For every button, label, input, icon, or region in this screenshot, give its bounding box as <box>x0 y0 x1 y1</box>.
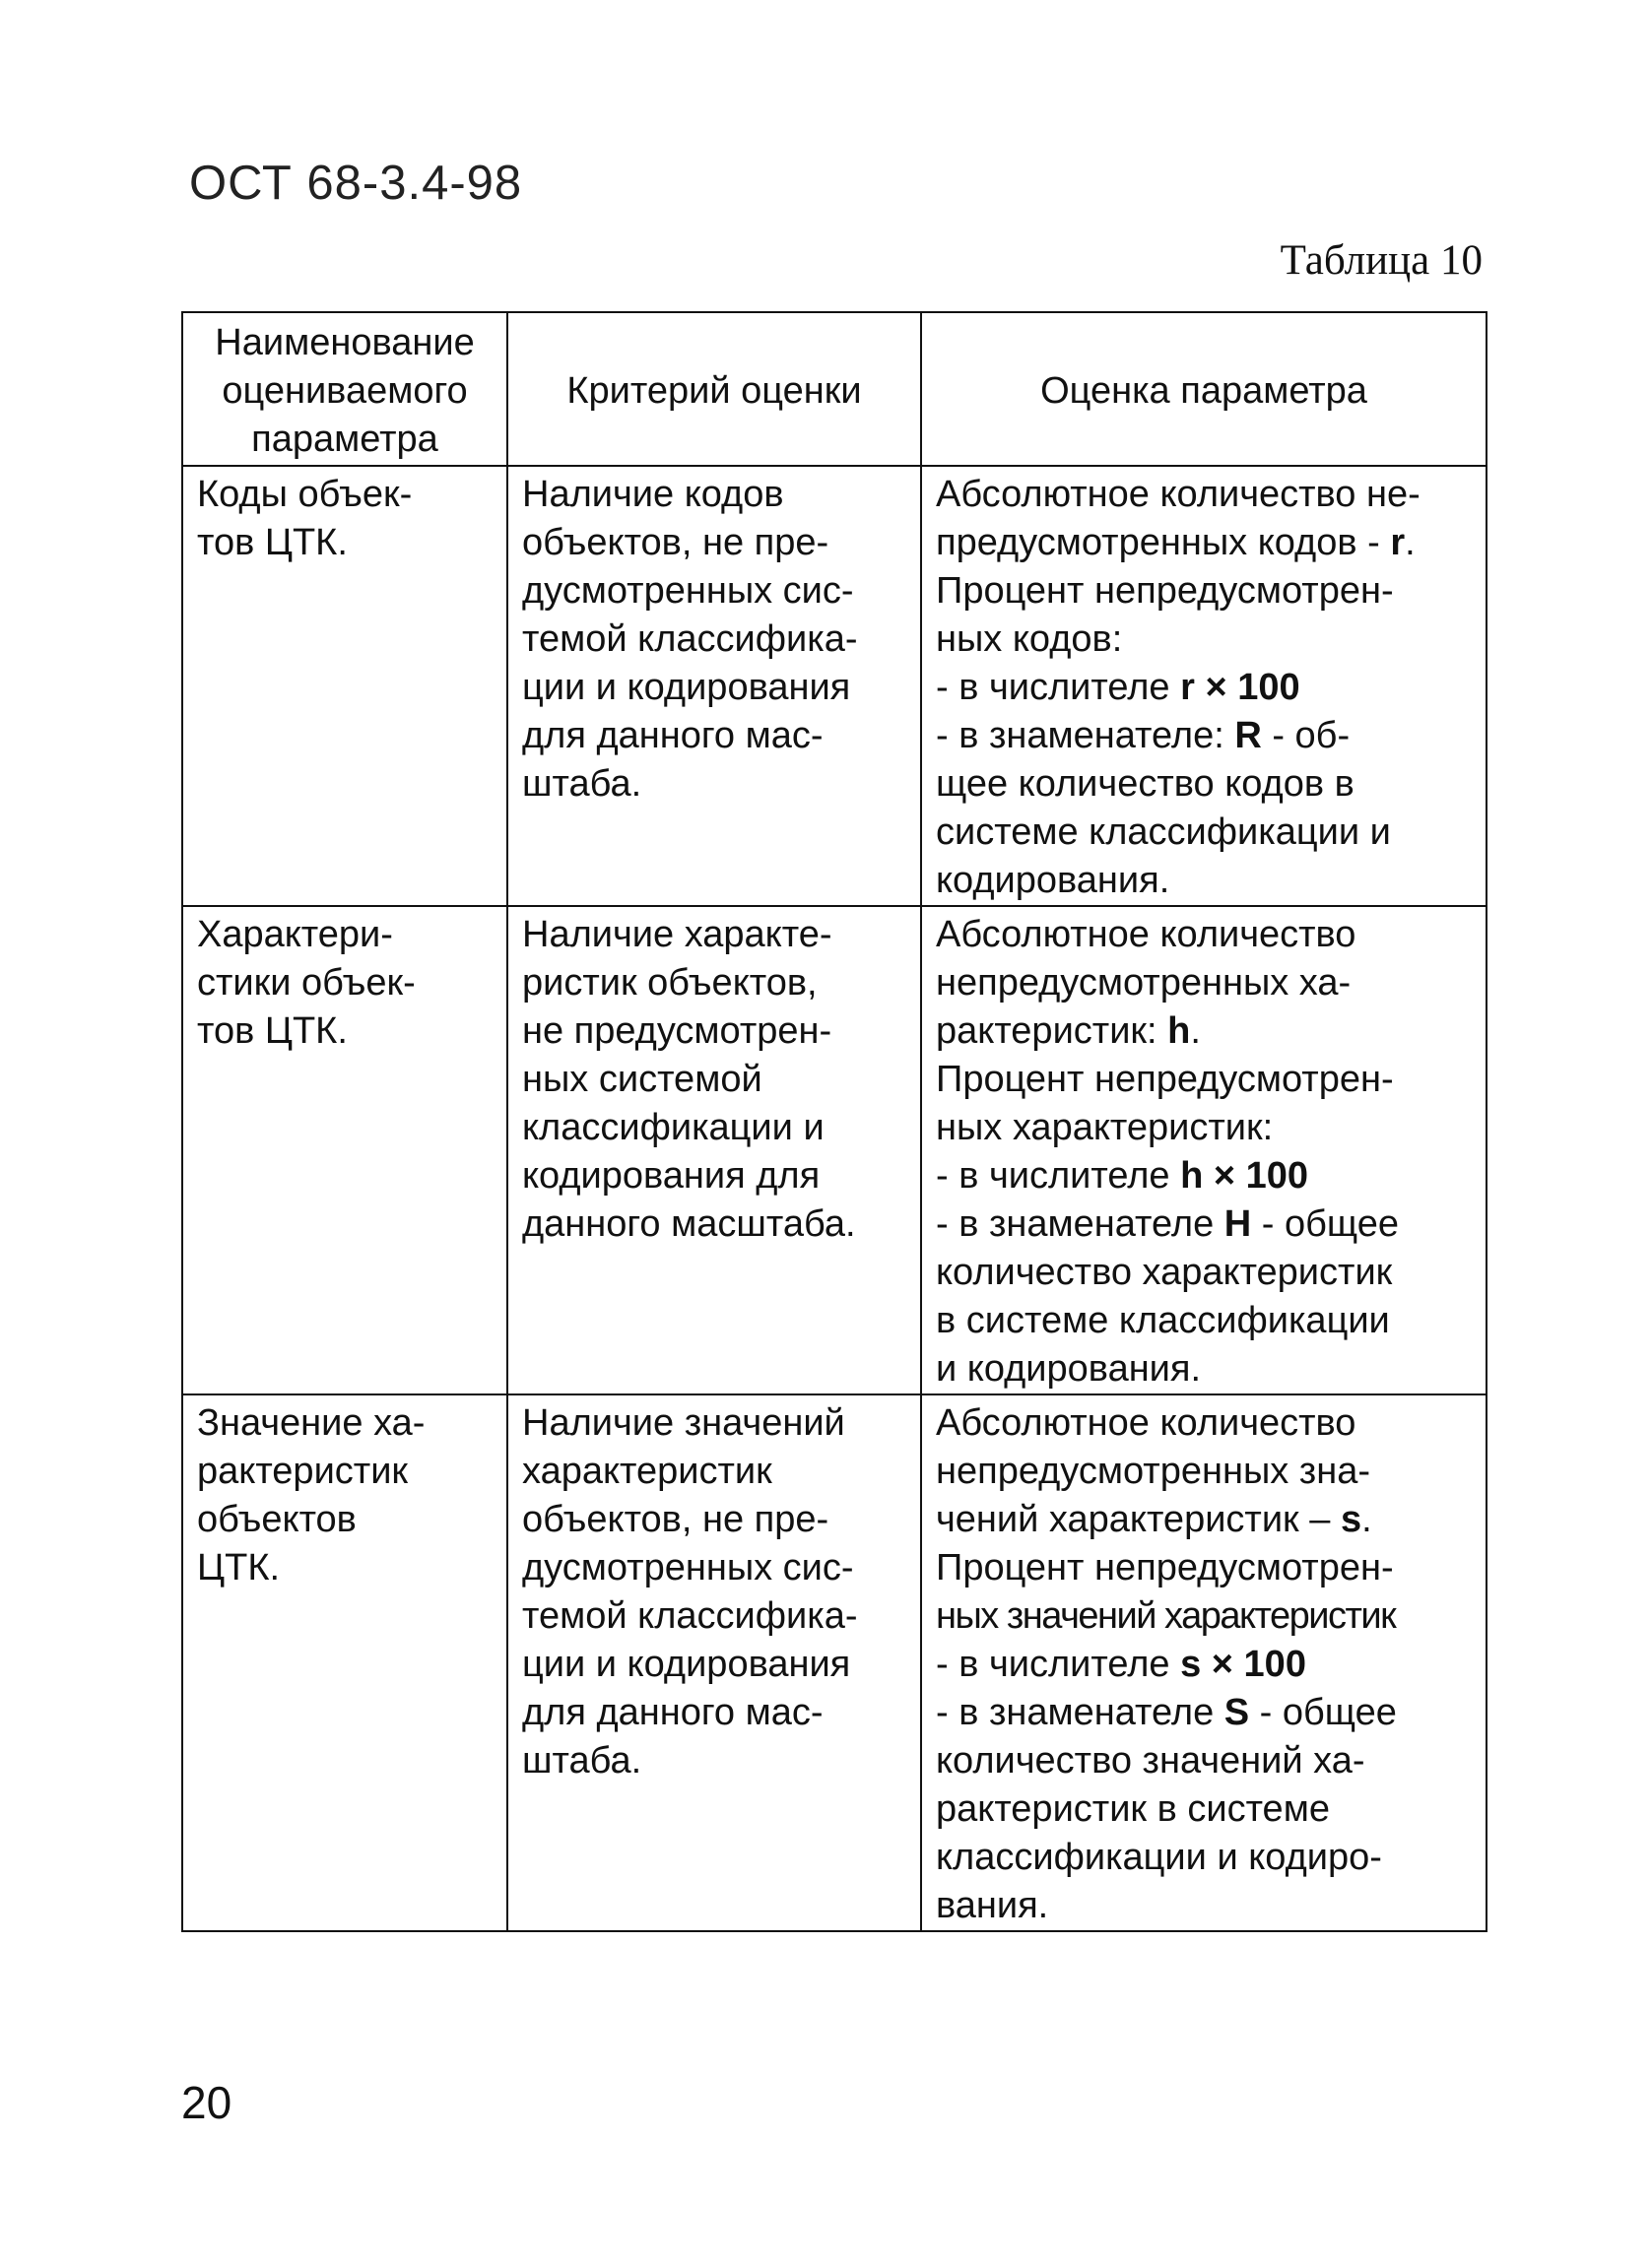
cell-line: и кодирования. <box>936 1348 1202 1390</box>
table-row <box>182 1394 1487 1931</box>
cell-line: ции и кодирования <box>522 667 851 708</box>
cell-line: Процент непредусмотрен- <box>936 1547 1394 1588</box>
cell-line: данного масштаба. <box>522 1203 856 1245</box>
cell-line: кодирования для <box>522 1155 821 1197</box>
cell-line: Наличие значений <box>522 1402 845 1444</box>
cell-line: для данного мас- <box>522 715 824 756</box>
cell-line: рактеристик в системе <box>936 1788 1330 1830</box>
page-number: 20 <box>181 2077 232 2128</box>
cell-line: Абсолютное количество <box>936 914 1356 955</box>
table-header-row <box>182 312 1487 466</box>
cell-line: темой классифика- <box>522 1595 858 1637</box>
estimate-cell <box>921 906 1487 1394</box>
header-line: оцениваемого <box>222 369 468 412</box>
table-row <box>182 466 1487 906</box>
cell-line: рактеристик <box>197 1451 409 1492</box>
cell-line: - в числителе s × 100 <box>936 1644 1306 1685</box>
cell-line: кодирования. <box>936 860 1170 901</box>
cell-line: тов ЦТК. <box>197 522 348 563</box>
cell-line: Наличие кодов <box>522 474 784 515</box>
cell-line: системе классификации и <box>936 811 1391 853</box>
cell-line: предусмотренных кодов - r. <box>936 522 1416 563</box>
cell-line: чений характеристик – s. <box>936 1499 1372 1540</box>
criterion-cell <box>507 906 921 1394</box>
cell-line: Процент непредусмотрен- <box>936 570 1394 612</box>
cell-line: вания. <box>936 1885 1049 1926</box>
estimate-cell <box>921 1394 1487 1931</box>
cell-line: Наличие характе- <box>522 914 832 955</box>
cell-line: дусмотренных сис- <box>522 570 854 612</box>
cell-line: ных характеристик: <box>936 1107 1274 1148</box>
cell-line: классификации и <box>522 1107 825 1148</box>
cell-line: ных значений характеристик <box>936 1595 1396 1637</box>
cell-line: тов ЦТК. <box>197 1010 348 1052</box>
cell-line: Абсолютное количество <box>936 1402 1356 1444</box>
cell-line: ции и кодирования <box>522 1644 851 1685</box>
cell-line: штаба. <box>522 1740 642 1782</box>
cell-line: рактеристик: h. <box>936 1010 1201 1052</box>
cell-line: Абсолютное количество не- <box>936 474 1421 515</box>
evaluation-table <box>181 311 1487 1932</box>
cell-line: объектов <box>197 1499 357 1540</box>
table-row <box>182 906 1487 1394</box>
cell-line: штаба. <box>522 763 642 805</box>
document-code: ОСТ 68-3.4-98 <box>189 157 523 210</box>
cell-line: Характери- <box>197 914 393 955</box>
cell-line: в системе классификации <box>936 1300 1390 1341</box>
cell-line: объектов, не пре- <box>522 522 829 563</box>
header-line: Наименование <box>215 321 475 363</box>
param-name-cell <box>182 906 507 1394</box>
header-line: параметра <box>251 418 438 460</box>
cell-line: стики объек- <box>197 962 416 1004</box>
cell-line: характеристик <box>522 1451 772 1492</box>
header-cell-estimate: Оценка параметра <box>921 312 1487 466</box>
param-name-cell <box>182 466 507 906</box>
header-cell-param-name <box>182 312 507 466</box>
cell-line: классификации и кодиро- <box>936 1837 1382 1878</box>
param-name-cell <box>182 1394 507 1931</box>
cell-line: для данного мас- <box>522 1692 824 1733</box>
cell-line: - в знаменателе: R - об- <box>936 715 1351 756</box>
cell-line: темой классифика- <box>522 618 858 660</box>
cell-line: непредусмотренных ха- <box>936 962 1352 1004</box>
cell-line: ных кодов: <box>936 618 1123 660</box>
cell-line: объектов, не пре- <box>522 1499 829 1540</box>
criterion-cell <box>507 1394 921 1931</box>
cell-line: Процент непредусмотрен- <box>936 1059 1394 1100</box>
estimate-cell <box>921 466 1487 906</box>
criterion-cell <box>507 466 921 906</box>
cell-line: ных системой <box>522 1059 762 1100</box>
cell-line: дусмотренных сис- <box>522 1547 854 1588</box>
cell-line: Коды объек- <box>197 474 413 515</box>
cell-line: количество значений ха- <box>936 1740 1365 1782</box>
cell-line: не предусмотрен- <box>522 1010 832 1052</box>
cell-line: - в числителе r × 100 <box>936 667 1300 708</box>
cell-line: - в знаменателе H - общее <box>936 1203 1399 1245</box>
cell-line: непредусмотренных зна- <box>936 1451 1371 1492</box>
cell-line: ЦТК. <box>197 1547 281 1588</box>
cell-line: - в знаменателе S - общее <box>936 1692 1397 1733</box>
cell-line: - в числителе h × 100 <box>936 1155 1309 1197</box>
cell-line: Значение ха- <box>197 1402 426 1444</box>
cell-line: щее количество кодов в <box>936 763 1355 805</box>
header-cell-criterion: Критерий оценки <box>507 312 921 466</box>
cell-line: ристик объектов, <box>522 962 818 1004</box>
table-caption: Таблица 10 <box>1280 237 1483 284</box>
cell-line: количество характеристик <box>936 1252 1393 1293</box>
